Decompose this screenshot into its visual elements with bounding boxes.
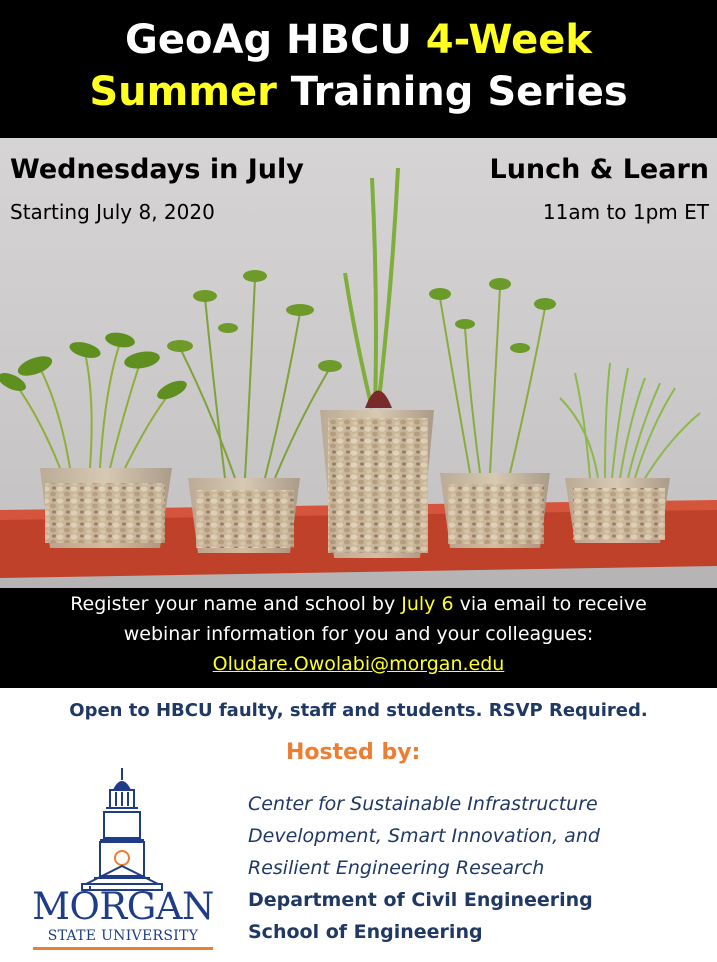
state-university-wordmark: STATE UNIVERSITY [47,928,199,944]
title-part-summer: Summer [89,69,277,115]
title-part-training-series: Training Series [276,69,628,115]
event-time: 11am to 1pm ET [542,200,709,224]
register-line-2: webinar information for you and your colleagues: [123,623,594,645]
morgan-wordmark: MORGAN [32,885,214,928]
logo-underline [33,947,213,950]
hosted-by-heading: Hosted by: [286,740,421,765]
school-name: School of Engineering [248,921,483,943]
register-deadline: July 6 [401,593,454,615]
host-organizations [248,788,600,948]
register-text-2: via email to receive [453,593,647,615]
eligibility-notice: Open to HBCU faulty, staff and students. RSVP Required. [69,700,648,721]
department-name: Department of Civil Engineering [248,889,593,911]
title-banner [0,0,717,138]
contact-email-link[interactable]: Oludare.Owolabi@morgan.edu [212,653,505,675]
register-text-1: Register your name and school by [70,593,402,615]
event-start-date: Starting July 8, 2020 [10,200,215,224]
event-format: Lunch & Learn [489,154,709,185]
center-name-line-3: Resilient Engineering Research [248,857,545,879]
title-line-1 [0,14,717,66]
center-name-line-2: Development, Smart Innovation, and [248,825,600,847]
center-name-line-1: Center for Sustainable Infrastructure [248,793,598,815]
microgreens-photo [0,138,717,588]
title-line-2 [0,66,717,118]
register-line-1 [0,589,717,619]
title-part-geoag: GeoAg HBCU [125,17,426,63]
registration-banner [0,588,717,688]
event-day: Wednesdays in July [10,154,304,185]
title-part-4week: 4-Week [425,17,592,63]
